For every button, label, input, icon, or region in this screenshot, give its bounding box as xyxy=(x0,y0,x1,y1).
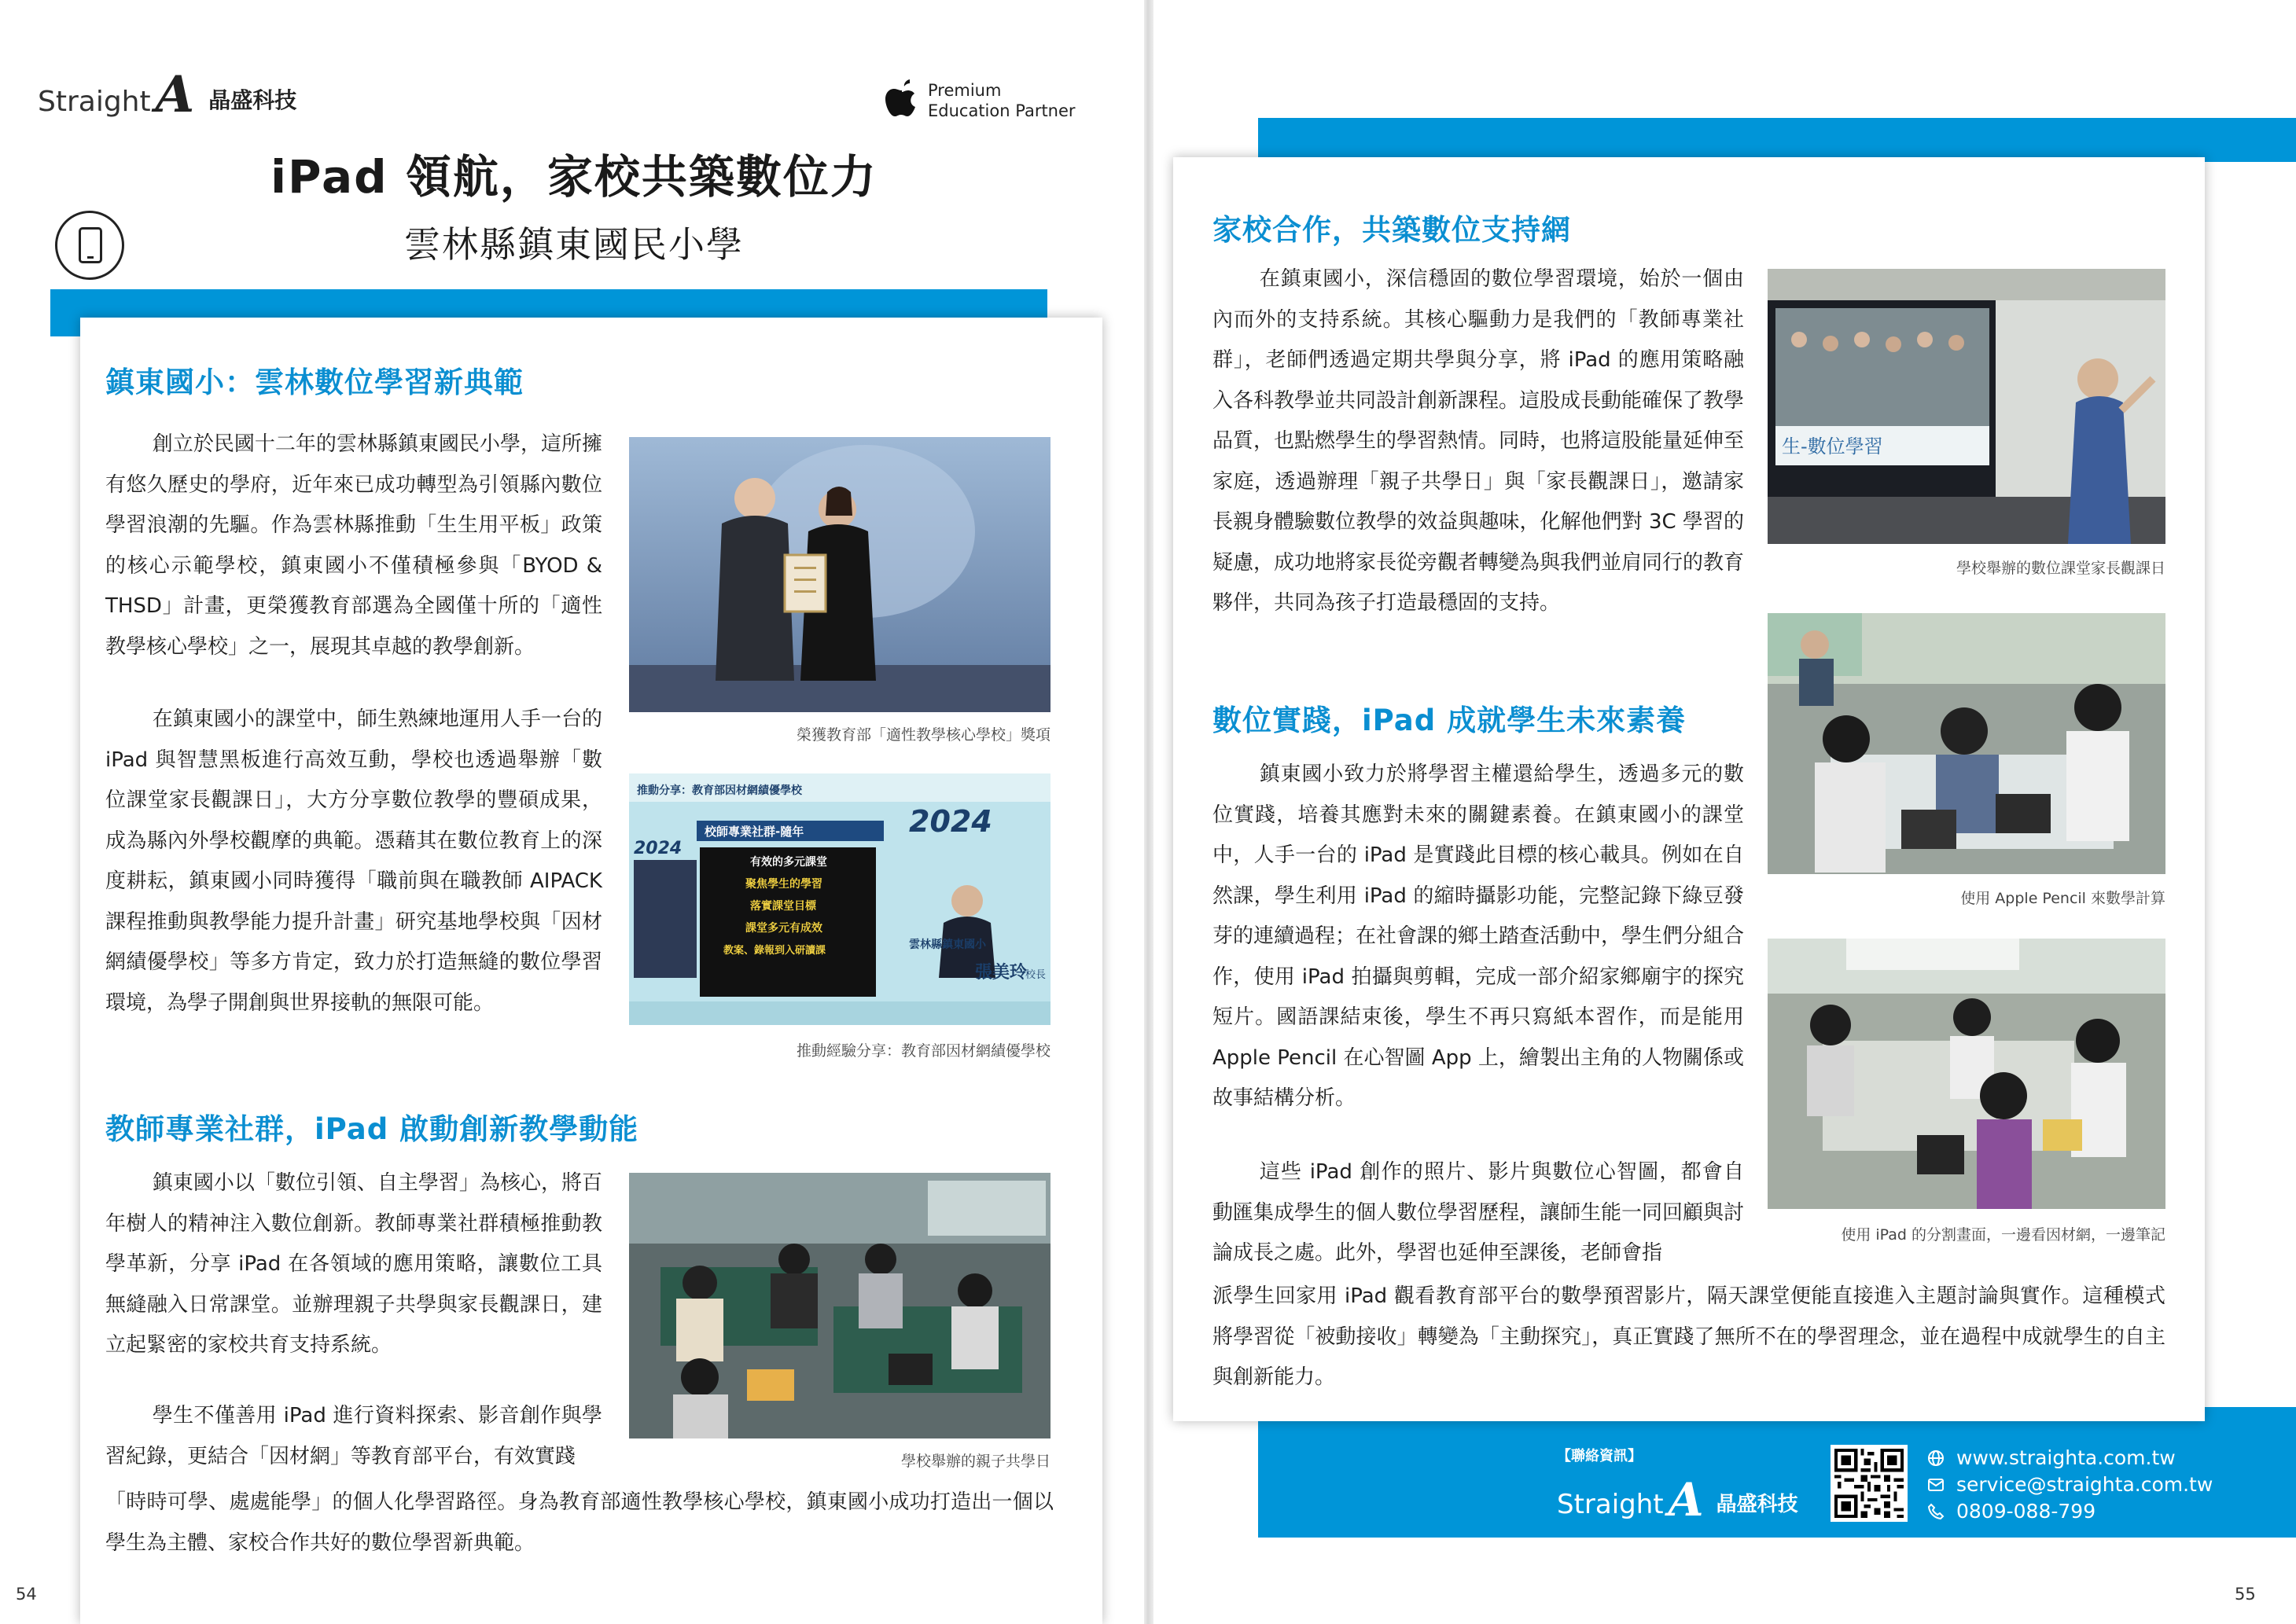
slide-top-label: 推動分享：教育部因材網績優學校 xyxy=(637,784,802,797)
website-text[interactable]: www.straighta.com.tw xyxy=(1956,1446,2176,1469)
parent-observation-photo xyxy=(1768,269,2165,544)
left-para-4: 學生不僅善用 iPad 進行資料探索、影音創作與學習紀錄，更結合「因材網」等教育部平台，有效實踐 xyxy=(105,1404,602,1468)
slide-name: 張美玲 xyxy=(975,963,1028,983)
slide-school: 雲林縣鎮東國小 xyxy=(909,939,986,951)
phone-icon xyxy=(1926,1502,1945,1521)
slide-year-small: 2024 xyxy=(634,839,683,858)
partner-line2: Education Partner xyxy=(928,101,1076,120)
award-photo xyxy=(629,437,1050,712)
parent-child-caption: 學校舉辦的親子共學日 xyxy=(900,1453,1050,1470)
page-number-right: 55 xyxy=(2235,1585,2256,1604)
parent-child-day-photo xyxy=(629,1173,1050,1438)
partner-label xyxy=(928,80,1076,121)
page-number-left: 54 xyxy=(16,1585,37,1604)
right-heading-2: 數位實踐，iPad 成就學生未來素養 xyxy=(1212,704,1687,737)
contact-website[interactable] xyxy=(1926,1446,2176,1469)
left-para-3: 鎮東國小以「數位引領、自主學習」為核心，將百年樹人的精神注入數位創新。教師專業社群積極推動教學革新，分享 iPad 在各領域的應用策略，讓數位工具無縫融入日常課堂。並辦理親子共學與家長觀課日，建立起緊密的家校共育支持系統。 xyxy=(105,1171,602,1357)
footer-brand-cn: 晶盛科技 xyxy=(1716,1493,1798,1516)
slide-item-2: 聚焦學生的學習 xyxy=(745,878,822,891)
contact-email[interactable] xyxy=(1926,1473,2213,1496)
sharing-caption: 推動經驗分享：教育部因材網績優學校 xyxy=(796,1042,1050,1060)
slide-item-1: 有效的多元課堂 xyxy=(750,856,827,869)
screen-text: 生-數位學習 xyxy=(1782,435,1883,457)
footer-brand-word: Straight xyxy=(1557,1489,1664,1520)
partner-line1: Premium xyxy=(928,81,1002,100)
brand-letter: A xyxy=(155,65,195,124)
right-para-2: 鎮東國小致力於將學習主權還給學生，透過多元的數位實踐，培養其應對未來的關鍵素養。在鎮東國小的課堂中，人手一台的 iPad 是實踐此目標的核心載具。例如在自然課，學生利用 iPad 的縮時攝影功能，完整記錄下綠豆發芽的連續過程；在社會課的鄉土踏查活動中，學生們分組合作，使用 iPad 拍攝與剪輯，完成一部介紹家鄉廟宇的探究短片。國語課結束後，學生不再只寫紙本習作，而是能用 Apple Pencil 在心智圖 App 上，繪製出主角的人物關係或故事結構分析。 xyxy=(1212,762,1745,1110)
book-gutter xyxy=(1144,0,1154,1624)
observation-caption: 學校舉辦的數位課堂家長觀課日 xyxy=(1956,560,2165,577)
brand-logo xyxy=(38,65,297,124)
sharing-slide-photo xyxy=(629,773,1050,1025)
slide-year-big: 2024 xyxy=(909,804,992,839)
right-para-3b: 派學生回家用 iPad 觀看教育部平台的數學預習影片，隔天課堂便能直接進入主題討論與實作。這種模式將學習從「被動接收」轉變為「主動探究」，真正實踐了無所不在的學習理念，並在過程中成就學生的自主與創新能力。 xyxy=(1212,1284,2165,1389)
ipad-icon xyxy=(55,211,124,280)
brand-word: Straight xyxy=(38,86,151,118)
apple-logo-icon xyxy=(879,75,925,121)
qr-code-icon[interactable] xyxy=(1831,1445,1908,1522)
apple-pencil-caption: 使用 Apple Pencil 來數學計算 xyxy=(1960,890,2165,907)
right-para-3: 這些 iPad 創作的照片、影片與數位心智圖，都會自動匯集成學生的個人數位學習歷程，讓師生能一同回顧與討論成長之處。此外，學習也延伸至課後，老師會指 xyxy=(1212,1160,1745,1265)
slide-item-4: 課堂多元有成效 xyxy=(745,922,822,935)
left-para-1: 創立於民國十二年的雲林縣鎮東國民小學，這所擁有悠久歷史的學府，近年來已成功轉型為引領縣內數位學習浪潮的先驅。作為雲林縣推動「生生用平板」政策的核心示範學校，鎮東國小不僅積極參與「BYOD & THSD」計畫，更榮獲教育部選為全國僅十所的「適性教學核心學校」之一，展現其卓越的教學創新。 xyxy=(105,432,602,659)
left-para-4b: 「時時可學、處處能學」的個人化學習路徑。身為教育部適性教學核心學校，鎮東國小成功打造出一個以學生為主體、家校合作共好的數位學習新典範。 xyxy=(105,1490,1054,1555)
slide-item-3: 落實課堂目標 xyxy=(750,900,816,913)
split-screen-photo xyxy=(1768,939,2165,1209)
phone-text[interactable]: 0809-088-799 xyxy=(1956,1500,2096,1523)
globe-icon xyxy=(1926,1449,1945,1468)
right-heading-1: 家校合作，共築數位支持網 xyxy=(1212,213,1571,247)
email-text[interactable]: service@straighta.com.tw xyxy=(1956,1473,2213,1496)
slide-banner: 校師專業社群-隨年 xyxy=(705,825,804,839)
right-blue-top xyxy=(1258,118,2296,162)
mail-icon xyxy=(1926,1475,1945,1494)
brand-cn: 晶盛科技 xyxy=(208,87,297,113)
slide-role: 校長 xyxy=(1025,969,1047,981)
slide-item-5: 教案、錄報到入研讀課 xyxy=(723,945,826,957)
footer-brand-letter: A xyxy=(1668,1473,1704,1527)
footer-brand-logo xyxy=(1557,1473,1798,1527)
contact-phone[interactable] xyxy=(1926,1500,2095,1523)
left-heading-2: 教師專業社群，iPad 啟動創新教學動能 xyxy=(105,1112,639,1146)
contact-label: 【聯絡資訊】 xyxy=(1557,1448,1642,1464)
page-subtitle: 雲林縣鎮東國民小學 xyxy=(404,223,744,266)
left-heading-1: 鎮東國小：雲林數位學習新典範 xyxy=(105,366,524,399)
right-para-1: 在鎮東國小，深信穩固的數位學習環境，始於一個由內而外的支持系統。其核心驅動力是我們的「教師專業社群」，老師們透過定期共學與分享，將 iPad 的應用策略融入各科教學並共同設計創新課程。這股成長動能確保了教學品質，也點燃學生的學習熱情。同時，也將這股能量延伸至家庭，透過辦理「親子共學日」與「家長觀課日」，邀請家長親身體驗數位教學的效益與趣味，化解他們對 3C 學習的疑慮，成功地將家長從旁觀者轉變為與我們並肩同行的教育夥伴，共同為孩子打造最穩固的支持。 xyxy=(1212,267,1745,615)
award-caption: 榮獲教育部「適性教學核心學校」獎項 xyxy=(796,726,1050,744)
left-para-2: 在鎮東國小的課堂中，師生熟練地運用人手一台的 iPad 與智慧黑板進行高效互動，學校也透過舉辦「數位課堂家長觀課日」，大方分享數位教學的豐碩成果，成為縣內外學校觀摩的典範。憑藉其在數位教育上的深度耕耘，鎮東國小同時獲得「職前與在職教師 AIPACK 課程推動與教學能力提升計畫」研究基地學校與「因材網績優學校」等多方肯定，致力於打造無縫的數位學習環境，為學子開創與世界接軌的無限可能。 xyxy=(105,707,602,1015)
page-title: iPad 領航，家校共築數位力 xyxy=(270,150,878,204)
apple-pencil-photo xyxy=(1768,613,2165,874)
split-screen-caption: 使用 iPad 的分割畫面，一邊看因材網，一邊筆記 xyxy=(1841,1226,2165,1244)
